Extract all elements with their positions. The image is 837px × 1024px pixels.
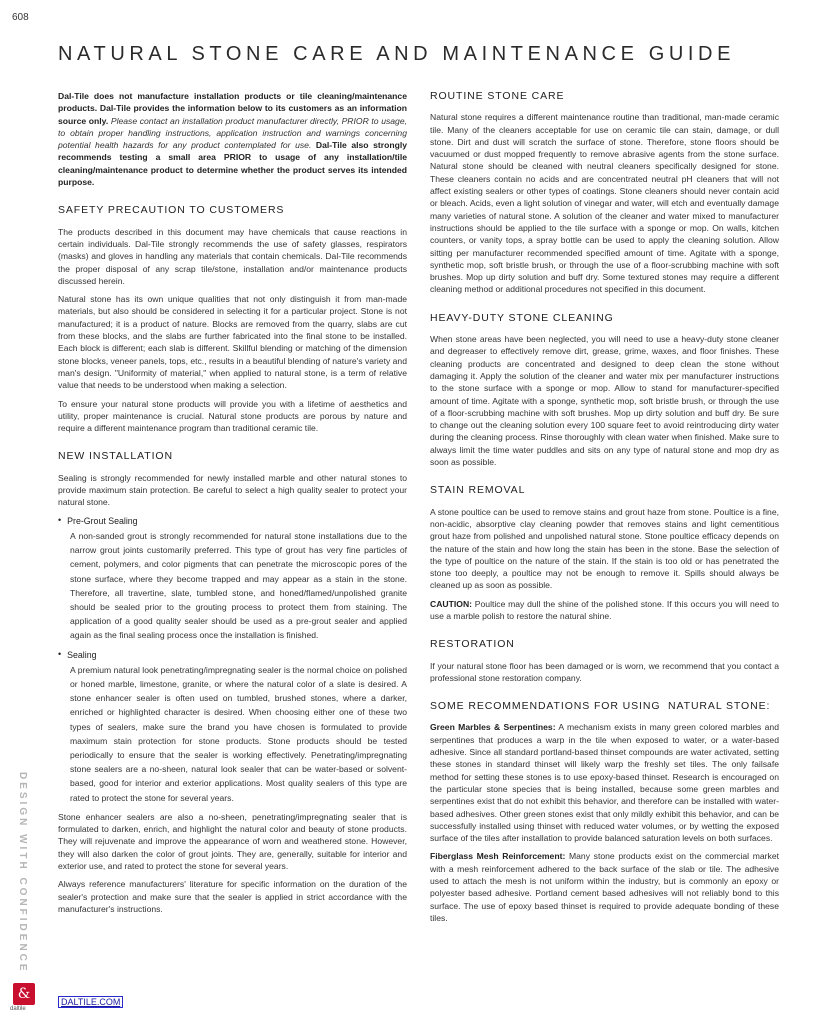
intro-italic: Please contact an installation product manufacturer directly, PRIOR to usage, to obtain proper handling instructions, application instruction and warnings concerning potential health hazards for any product contemplated for use. bbox=[58, 115, 407, 151]
safety-paragraph-1: The products described in this document may have chemicals that cause reactions in certain individuals. Dal-Tile strongly recommends the use of safety glasses, respirators (masks) and gloves in handling any materials that contain chemicals. Dal-Tile recommends the proper disposal of any scrap tile/stone, installation and/or maintenance products discussed herein. bbox=[58, 226, 407, 286]
logo-text: daltile bbox=[10, 1006, 26, 1012]
mesh-label: Fiberglass Mesh Reinforcement: bbox=[430, 851, 566, 862]
mesh-paragraph bbox=[430, 850, 779, 924]
sidebar-tagline: DESIGN WITH CONFIDENCE bbox=[17, 772, 28, 974]
bullet-dot: • bbox=[58, 649, 62, 660]
page-number: 608 bbox=[12, 12, 29, 23]
daltile-logo-icon: & bbox=[13, 983, 35, 1005]
installation-paragraph-1: Sealing is strongly recommended for newly installed marble and other natural stones to provide maximum stain protection. Be careful to select a high quality sealer to protect your natural stone. bbox=[58, 472, 407, 508]
installation-paragraph-3: Always reference manufacturers' literature for specific information on the duration of the sealer's protection and make sure that the sealer is applied in strict accordance with the manufacturer's instructions. bbox=[58, 879, 407, 914]
caution-label: CAUTION: bbox=[430, 598, 473, 609]
bullet-body: A premium natural look penetrating/impregnating sealer is the normal choice on polished or honed marble, limestone, granite, or where the natural color of a slate is desired. A stone enhancer sealer is often used on tumbled, brushed stones, where a darker, enriched or highlighted character is desired. When choosing either one of these two types of sealers, make sure the brand you have chosen is formulated to provide maximum stain protection for stone products. Stone products should be tested periodically to ensure that the sealer is working effectively. Penetrating/impregnating stone sealers are a no-sheen, natural look sealer that can be water-based or solvent-based, good for interior and exterior applications. Most quality sealers of this type are rated to protect the stone for several years. bbox=[70, 664, 407, 803]
left-column bbox=[58, 90, 407, 921]
bullet-title: Sealing bbox=[67, 649, 97, 660]
intro-paragraph bbox=[58, 90, 407, 188]
restoration-heading: RESTORATION bbox=[430, 638, 515, 651]
safety-paragraph-3: To ensure your natural stone products will provide you with a lifetime of aesthetics and utility, proper maintenance is crucial. Natural stone products are porous by nature and require a different maintenance program than traditional ceramic tile. bbox=[58, 398, 407, 434]
bullet-pre-grout-sealing bbox=[58, 515, 407, 643]
page-title: NATURAL STONE CARE AND MAINTENANCE GUIDE bbox=[58, 43, 736, 66]
mesh-text: Many stone products exist on the commercial market with a mesh reinforcement adhered to the back surface of the slab or tile. The adhesive used to attach the mesh is not uniform within the industry, but is commonly an epoxy or polyester based adhesive. Portland cement based adhesives will not reliably bond to this surface. The use of epoxy based thinset is required to provide adequate bonding of these tiles. bbox=[430, 851, 779, 923]
green-marbles-label: Green Marbles & Serpentines: bbox=[430, 722, 556, 733]
bullet-title: Pre-Grout Sealing bbox=[67, 515, 138, 526]
restoration-paragraph: If your natural stone floor has been damaged or is worn, we recommend that you contact a professional stone restoration company. bbox=[430, 660, 779, 683]
routine-heading: ROUTINE STONE CARE bbox=[430, 90, 565, 102]
stain-heading: STAIN REMOVAL bbox=[430, 484, 526, 497]
intro-bold-2: Dal-Tile also strongly recommends testing a small area PRIOR to usage of any installation/tile cleaning/maintenance product to determine whether the product serves its intended purpose. bbox=[58, 140, 407, 188]
heavy-heading: HEAVY-DUTY STONE CLEANING bbox=[430, 311, 614, 324]
recommendations-heading: SOME RECOMMENDATIONS FOR USING NATURAL STONE: bbox=[430, 700, 771, 713]
installation-heading: NEW INSTALLATION bbox=[58, 450, 173, 463]
stain-paragraph: A stone poultice can be used to remove stains and grout haze from stone. Poultice is a fine, non-acidic, absorptive clay cleaning powder that removes stains and light cementitious grout haze from polished and unpolished natural stone. Stone poultice efficacy depends on the nature of the stain and how long the stain has been in the stone. Base the selection of the type of poultice on the nature of the stain. If the stain is too old or has penetrated the stone too deeply, a poultice may not be enough to remove it. Spills should always be cleaned up as soon as possible. bbox=[430, 506, 779, 591]
heavy-paragraph: When stone areas have been neglected, you will need to use a heavy-duty stone cleaner and degreaser to effectively remove dirt, grease, grime, waxes, and floor finishes. These cleaning products are concentrated and designed to deep clean the stone without damaging it. Apply the solution of the cleaner and water mix per manufacturer instructions to the stone surface with a sponge or mop. Allow to stand for manufacturer-specified amount of time. Agitate with a sponge, synthetic mop, soft bristle brush, or through the use of a floor-scrubbing machine with soft brushes. Mop up dirty solution and buff dry. Be sure to change out the cleaning solution every 100 square feet to avoid reintroducing dirty water during the cleaning process. Rinse thoroughly with clean water when finished. Make sure to always limit the time water puddles and sits on any type of natural stone and mop dry as soon as possible. bbox=[430, 334, 779, 468]
caution-paragraph bbox=[430, 598, 779, 623]
routine-paragraph: Natural stone requires a different maintenance routine than traditional, man-made ceramic tile. Many of the cleaners acceptable for use on ceramic tile can stain, damage, or dull stone. Dirt and dust will scratch the surface of stone. Therefore, stone floors should be vacuumed or dust mopped frequently to remove abrasive agents from the stone surface. Natural stone should be cleaned with neutral cleaners specifically designed for stone. These cleaners contain no acids and are concentrated neutral pH cleaners that will not affect existing sealers or other types of coatings. Stone cleaners should never contain acid or bleach. Acids, even a light solution of vinegar and water, will etch and eventually damage many varieties of natural stone. A solution of the cleaner and water mixed to manufacturer instructions should be applied to the tile surface with a sponge or mop. On walls, kitchen counters, or vanity tops, a spray bottle can be used to apply the cleaning solution. Allow sitting per manufacturer recommended specified amount of time. Agitate with a sponge, synthetic mop, soft bristle brush, or through the use of a floor-scrubbing machine with soft brushes. Mop up dirty solution and buff dry. Some textured stones may require a different cleaning method or additional procedures not specified in this document. bbox=[430, 112, 779, 295]
installation-paragraph-2: Stone enhancer sealers are also a no-sheen, penetrating/impregnating sealer that is formulated to darken, enrich, and highlight the natural color and beauty of stone products. They will rejuvenate and improve the appearance of worn and weathered stone. However, they will also darken the color of grout joints. They are, generally, suitable for interior and exterior use, and rated to protect the stone for several years. bbox=[58, 811, 407, 872]
daltile-website-link[interactable]: DALTILE.COM bbox=[58, 996, 123, 1008]
right-column bbox=[430, 90, 779, 930]
bullet-body: A non-sanded grout is strongly recommended for natural stone installations due to the narrow grout joints customarily preferred. This type of grout has very fine particles of cement, polymers, and color pigments that can penetrate the microscopic pores of the stone surface, where they become trapped and may appear as a stain in the stone. Therefore, all travertine, slate, tumbled stone, and honed/flamed/unpolished granite should be sealed prior to the grouting process to protect them from staining. The application of a good quality sealer should be used as a pre-grout sealer and applied again as the final sealing process once the installation is finished. bbox=[70, 530, 407, 641]
bullet-dot: • bbox=[58, 515, 62, 526]
caution-text: Poultice may dull the shine of the polished stone. If this occurs you will need to use a marble polish to restore the natural shine. bbox=[430, 598, 779, 621]
safety-paragraph-2: Natural stone has its own unique qualities that not only distinguish it from man-made materials, but also should be considered in selecting it for a particular project. Stone is not manufactured; it is a product of nature. Blocks are removed from the quarry, slabs are cut from these blocks, and the slabs are further fabricated into the final stone to be installed. Each block is different; each slab is different. Skillful blending or matching of the dimension stone blocks, veneer panels, tops, etc., results in a beautiful blending of nature's variety and man's design. "Uniformity of material," when applied to natural stone, is a term of relative value that needs to be understood when making a selection. bbox=[58, 294, 407, 391]
green-marbles-paragraph bbox=[430, 721, 779, 844]
bullet-sealing bbox=[58, 649, 407, 805]
green-marbles-text: A mechanism exists in many green colored marbles and serpentines that produces a warp in the tile when exposed to water, or a water-based adhesive. Since all standard portland-based thinset compounds are water activated, setting these stones in standard thinset will likely warp the freshly set tiles. The only failsafe method for setting these stones is to use epoxy-based thinset. Research is encouraged on the particular stone species that is being installed, because some green marbles and serpentines exist that do not exhibit this behavior, and therefore can be installed with water-based adhesives. Other green stones exist that only mildly exhibit this behavior, and can be successfully installed using thinset with reduced water volumes, or by wetting the exposed surface of the tiles after installation to provide balanced saturation levels on both surfaces. bbox=[430, 722, 779, 844]
intro-bold-1: Dal-Tile does not manufacture installation products or tile cleaning/maintenance products. Dal-Tile provides the information below to its customers as an information source only. bbox=[58, 91, 407, 126]
safety-heading: SAFETY PRECAUTION TO CUSTOMERS bbox=[58, 204, 285, 217]
